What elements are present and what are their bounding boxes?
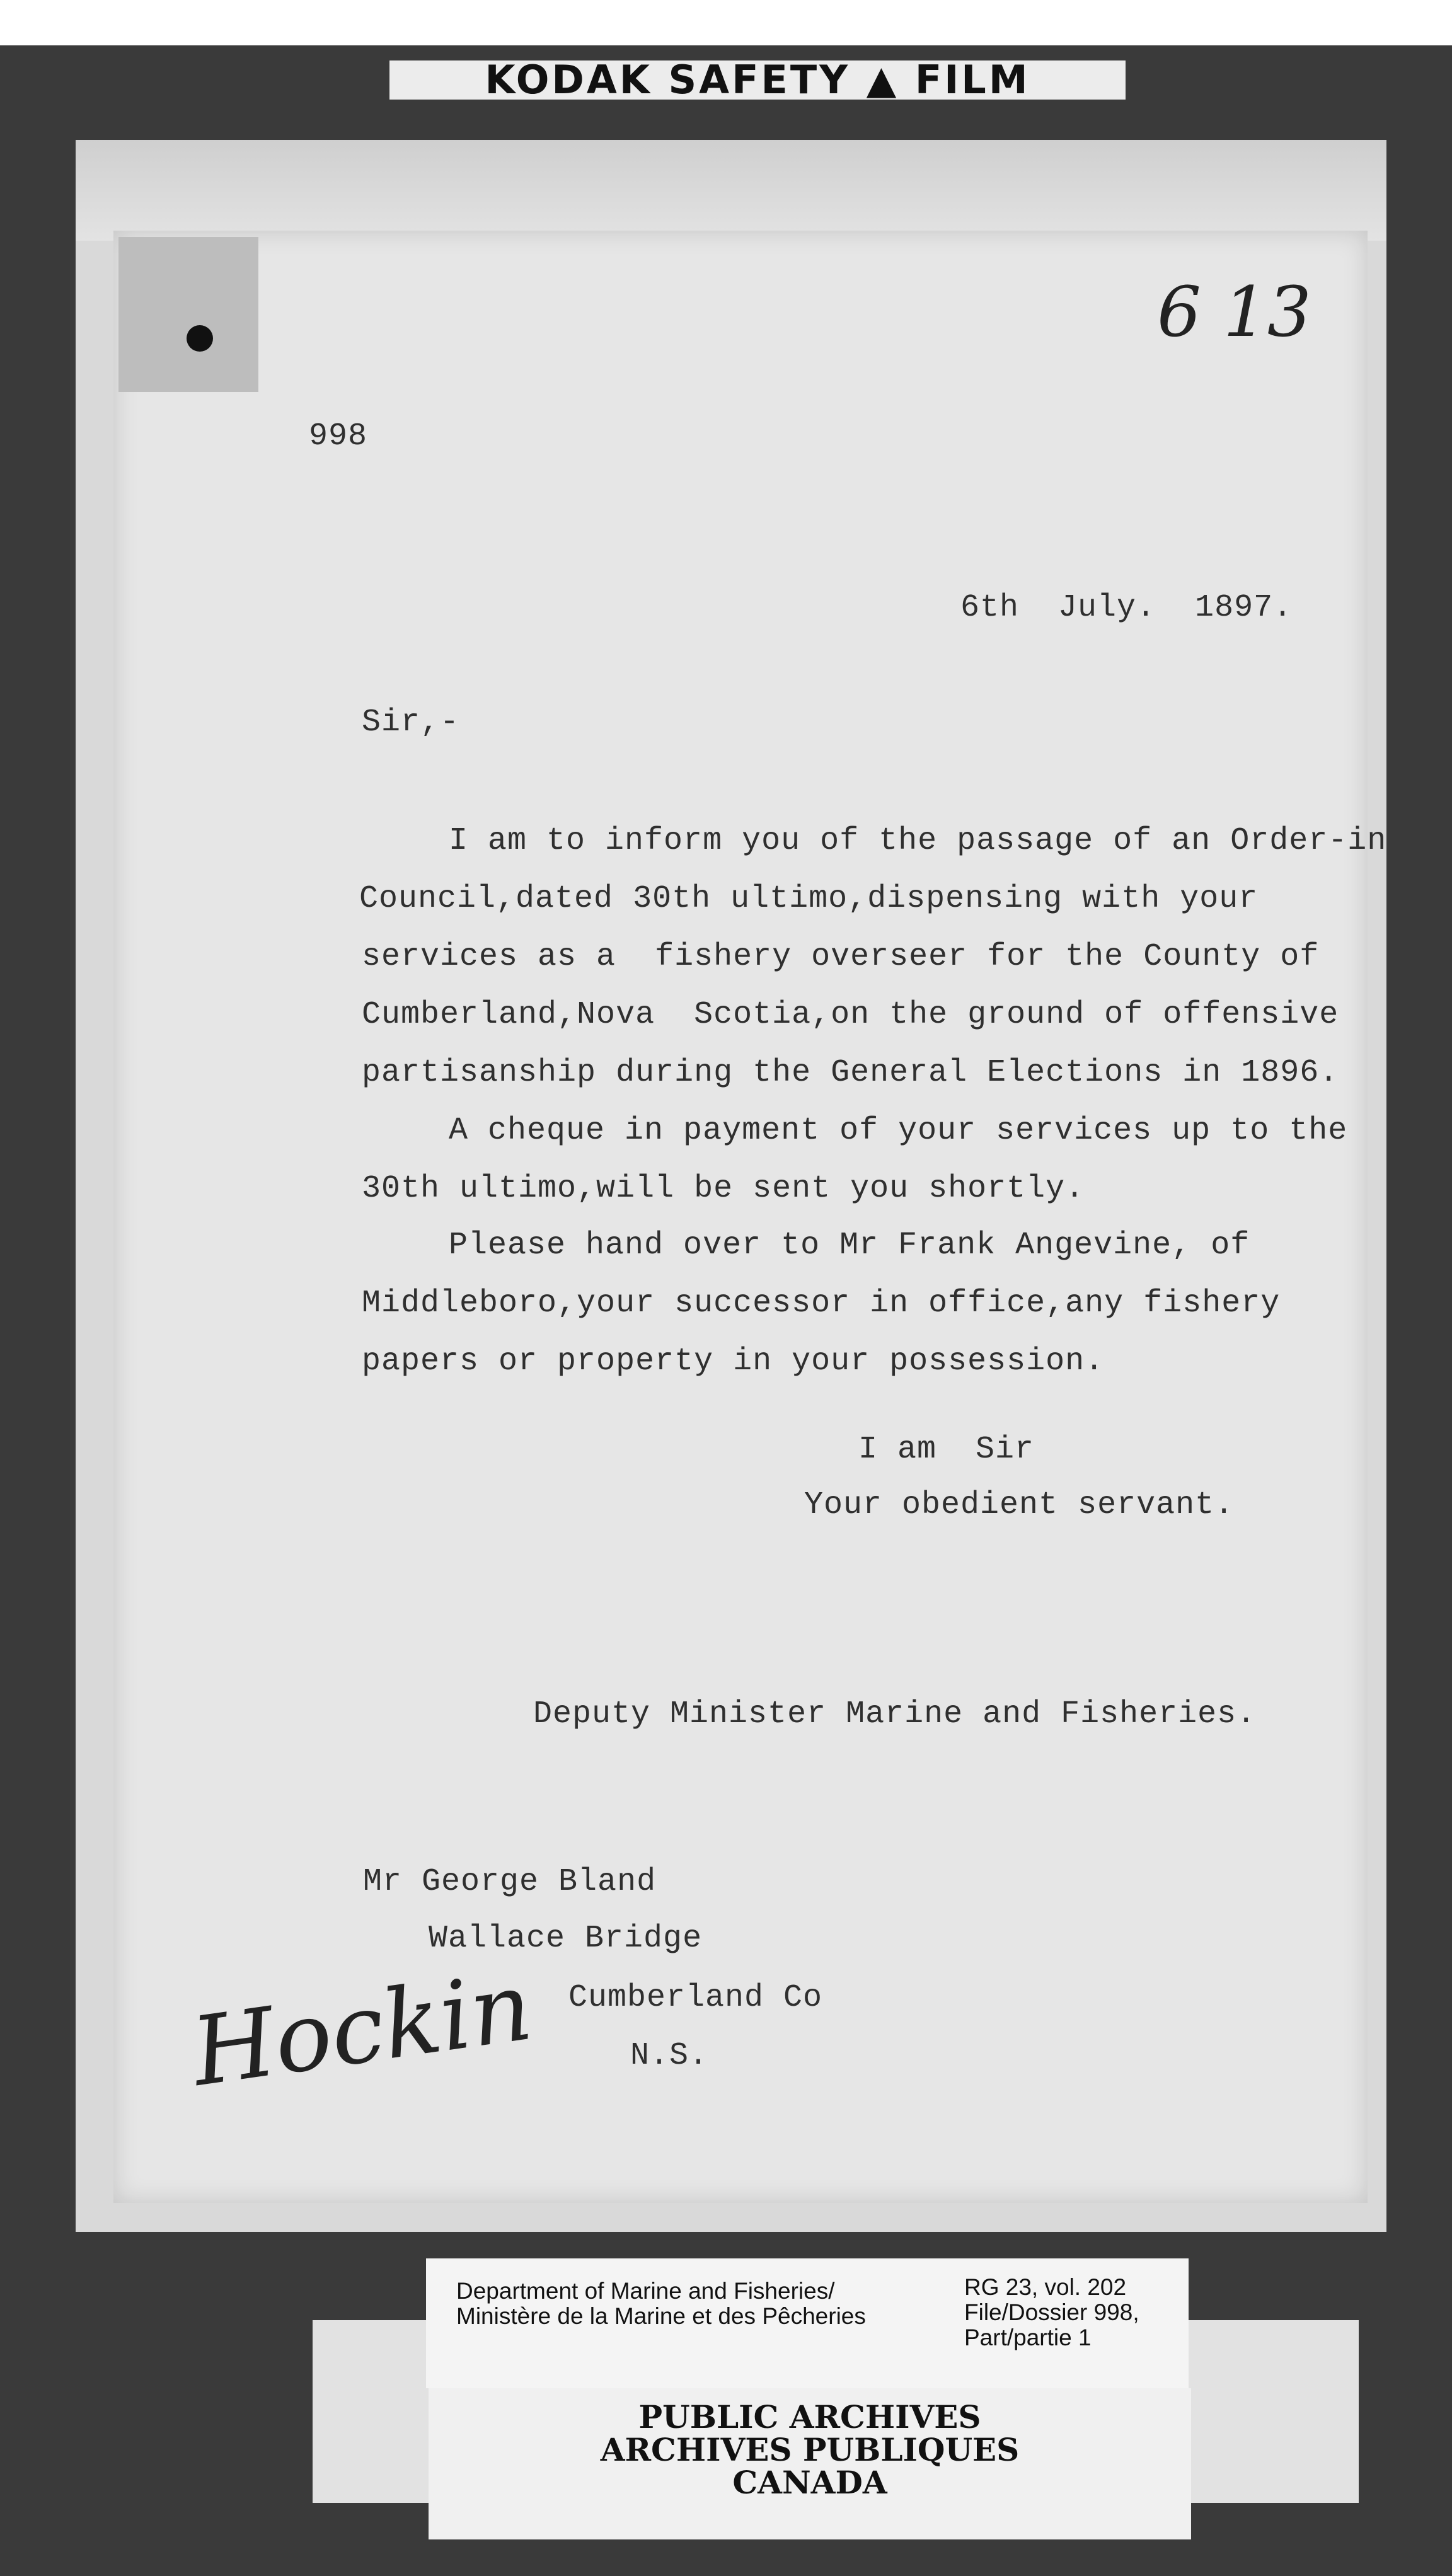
handwritten-note: Hockin [185, 1952, 539, 2108]
stamp-line: CANADA [732, 2464, 887, 2501]
address-line: Mr George Bland [363, 1864, 657, 1900]
punch-hole [187, 325, 213, 352]
signature-title: Deputy Minister Marine and Fisheries. [533, 1696, 1257, 1732]
reference-line: File/Dossier 998, [964, 2299, 1139, 2325]
file-number: 998 [309, 418, 368, 454]
body-line: A cheque in payment of your services up to the [449, 1113, 1348, 1149]
film-edge-label: KODAK SAFETY ▲ FILM [389, 60, 1126, 100]
document-page [113, 231, 1368, 2203]
body-line: services as a fishery overseer for the County of [362, 939, 1320, 975]
stamp-line: PUBLIC ARCHIVES [638, 2398, 981, 2435]
body-line: Council,dated 30th ultimo,dispensing with your [359, 881, 1259, 917]
body-line: Please hand over to Mr Frank Angevine, of [449, 1228, 1250, 1263]
reference-line: RG 23, vol. 202 [964, 2274, 1127, 2300]
address-line: N.S. [630, 2038, 709, 2074]
body-line: partisanship during the General Elections in 1896. [362, 1055, 1339, 1091]
body-line: Middleboro,your successor in office,any fishery [362, 1285, 1281, 1321]
binder-tab [118, 237, 258, 392]
address-line: Wallace Bridge [429, 1921, 703, 1957]
stamp-line: ARCHIVES PUBLIQUES [600, 2431, 1020, 2468]
letter-date: 6th July. 1897. [960, 590, 1293, 626]
closing-line: I am Sir [858, 1432, 1035, 1468]
body-line: 30th ultimo,will be sent you shortly. [362, 1171, 1085, 1207]
address-line: Cumberland Co [568, 1980, 823, 2016]
closing-line: Your obedient servant. [804, 1487, 1235, 1523]
document-top-band [76, 140, 1386, 241]
body-line: I am to inform you of the passage of an Order-in [449, 823, 1387, 859]
department-line: Ministère de la Marine et des Pêcheries [456, 2303, 866, 2329]
handwritten-corner-mark: 6 13 [1157, 272, 1311, 352]
reference-line: Part/partie 1 [964, 2325, 1092, 2350]
department-line: Department of Marine and Fisheries/ [456, 2278, 835, 2304]
body-line: Cumberland,Nova Scotia,on the ground of offensive [362, 997, 1339, 1033]
body-line: papers or property in your possession. [362, 1343, 1105, 1379]
salutation: Sir,- [362, 704, 460, 740]
